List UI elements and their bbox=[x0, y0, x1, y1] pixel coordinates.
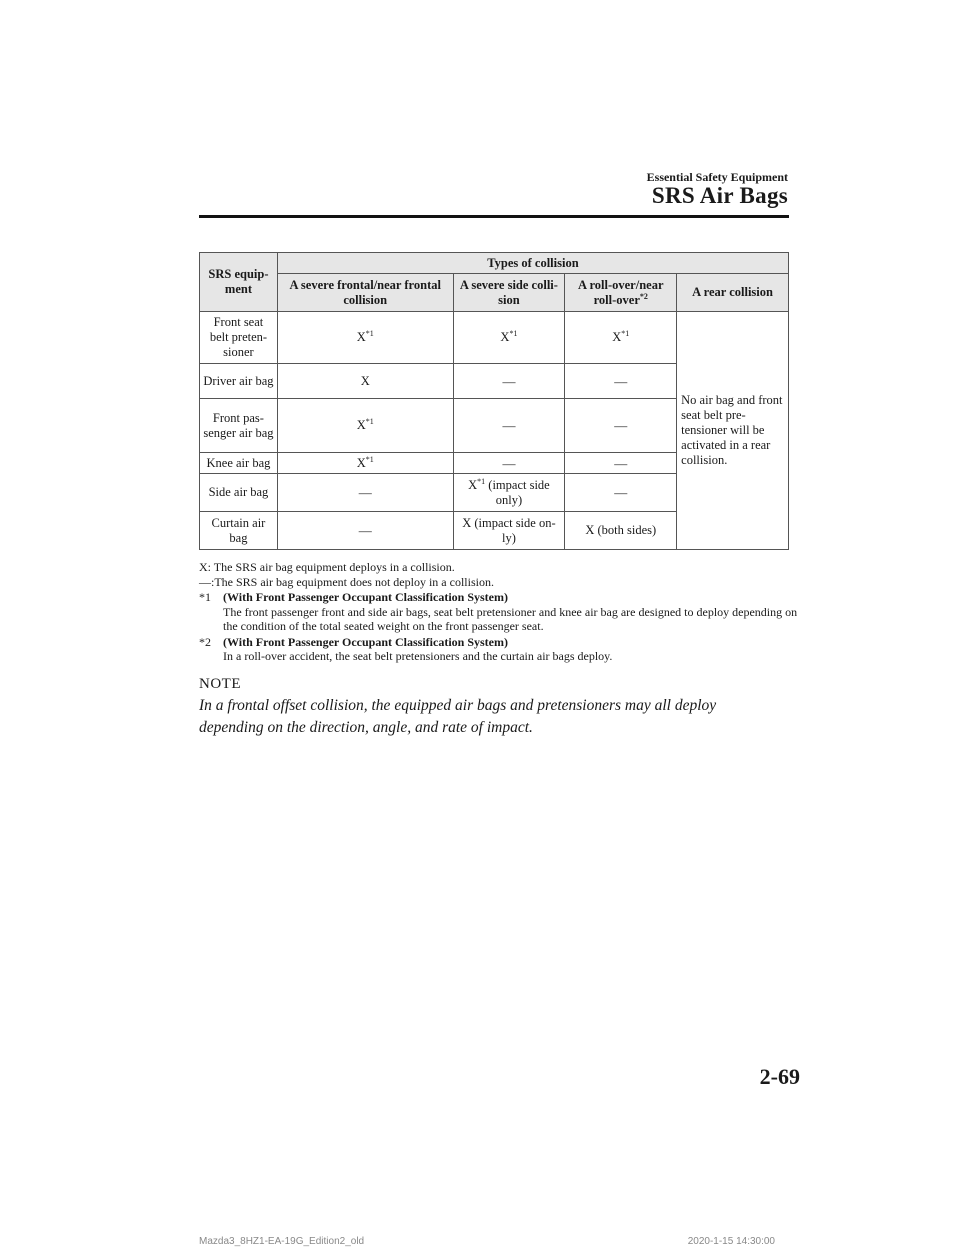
footer-filename: Mazda3_8HZ1-EA-19G_Edition2_old bbox=[199, 1236, 365, 1247]
note-block bbox=[199, 676, 779, 739]
page-number: 2-69 bbox=[759, 1064, 800, 1089]
row-label: Knee air bag bbox=[200, 453, 278, 474]
table-cell: $X^{*1}$ bbox=[277, 453, 453, 474]
table-corner-header: SRS equip-ment bbox=[200, 253, 278, 312]
table-cell: X bbox=[277, 364, 453, 399]
table-cell: — bbox=[565, 453, 677, 474]
row-label: Driver air bag bbox=[200, 364, 278, 399]
table-cell: — bbox=[565, 364, 677, 399]
footnote-text: The front passenger front and side air bags, seat belt pretensioner and knee air bag are designed to deploy depending on the condition of the total seated weight on the front passenger seat. bbox=[223, 604, 798, 633]
table-legend bbox=[199, 560, 799, 664]
column-header-rollover: A roll-over/near roll-over$^{*2}$ bbox=[565, 274, 677, 312]
table-cell: — bbox=[565, 399, 677, 453]
row-label: Curtain air bag bbox=[200, 512, 278, 550]
table-cell: — bbox=[453, 453, 565, 474]
row-label: Side air bag bbox=[200, 474, 278, 512]
row-label: Front pas-senger air bag bbox=[200, 399, 278, 453]
section-title: Essential Safety Equipment bbox=[646, 170, 788, 184]
column-header-rear: A rear collision bbox=[677, 274, 789, 312]
table-cell: $X^{*1}$ bbox=[565, 312, 677, 364]
footnote-mark: *2 bbox=[199, 634, 211, 649]
table-cell: — bbox=[277, 474, 453, 512]
note-text: In a frontal offset collision, the equipped air bags and pretensioners may all deploy depending on the direction, angle, and rate of impact. bbox=[199, 697, 717, 736]
table-cell: $X^{*1}$ bbox=[277, 312, 453, 364]
footnote-mark: *1 bbox=[199, 590, 211, 604]
table-group-header: Types of collision bbox=[277, 253, 788, 274]
column-header-side: A severe side colli-sion bbox=[453, 274, 565, 312]
table-cell: — bbox=[277, 512, 453, 550]
footnote-title: (With Front Passenger Occupant Classification System) bbox=[223, 634, 508, 649]
legend-x: X: The SRS air bag equipment deploys in a collision. bbox=[199, 560, 455, 574]
rear-collision-note: No air bag and front seat belt pre-tensioner will be activated in a rear collision. bbox=[677, 312, 789, 550]
table-cell: $X^{*1}$ (impact side only) bbox=[453, 474, 565, 512]
page-title: SRS Air Bags bbox=[651, 183, 788, 208]
footnote-1 bbox=[199, 590, 799, 634]
table-row bbox=[200, 312, 789, 364]
row-label: Front seat belt preten-sioner bbox=[200, 312, 278, 364]
table-cell: X (both sides) bbox=[565, 512, 677, 550]
footnote-text: In a roll-over accident, the seat belt pretensioners and the curtain air bags deploy. bbox=[223, 649, 613, 663]
srs-deployment-table bbox=[199, 252, 789, 550]
table-cell: — bbox=[453, 399, 565, 453]
table-cell: — bbox=[565, 474, 677, 512]
legend-dash: —:The SRS air bag equipment does not deploy in a collision. bbox=[199, 574, 494, 589]
footnote-2 bbox=[199, 635, 799, 664]
header-divider bbox=[199, 215, 789, 218]
footnote-title: (With Front Passenger Occupant Classification System) bbox=[223, 590, 508, 604]
table-cell: $X^{*1}$ bbox=[277, 399, 453, 453]
table-cell: — bbox=[453, 364, 565, 399]
note-title: NOTE bbox=[199, 676, 241, 692]
column-header-frontal: A severe frontal/near frontal collision bbox=[277, 274, 453, 312]
table-cell: X (impact side on-ly) bbox=[453, 512, 565, 550]
table-cell: $X^{*1}$ bbox=[453, 312, 565, 364]
footer-timestamp: 2020-1-15 14:30:00 bbox=[687, 1236, 775, 1247]
